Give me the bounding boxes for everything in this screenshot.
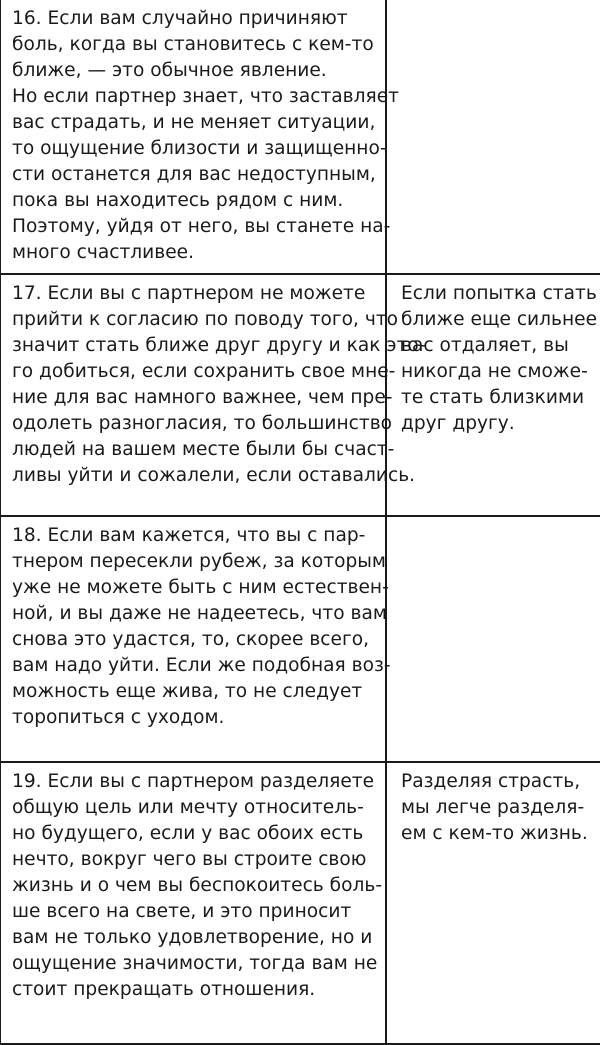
side-note-empty — [387, 517, 600, 523]
side-note-line: вас отдаляет, вы — [401, 335, 569, 356]
paragraph-16 — [1, 0, 399, 266]
text-line: то ощущение близости и защищенно- — [12, 138, 387, 159]
table-row — [0, 762, 600, 1044]
table-row — [0, 274, 600, 516]
side-note-line: Если попытка стать — [401, 283, 597, 304]
text-line: тнером пересекли рубеж, за которым — [12, 551, 386, 572]
text-line: 16. Если вам случайно причиняют — [12, 8, 348, 29]
text-line: вас страдать, и не меняет ситуации, — [12, 112, 376, 133]
main-text-cell — [0, 516, 391, 762]
side-note-cell — [386, 516, 600, 762]
side-note-cell — [386, 0, 600, 274]
side-note-line: те стать близкими — [401, 387, 585, 408]
side-note-empty — [387, 0, 600, 6]
main-text-cell — [0, 274, 426, 516]
text-line: Поэтому, уйдя от него, вы станете на- — [12, 216, 391, 237]
text-line: общую цель или мечту относитель- — [12, 797, 364, 818]
table-row — [0, 516, 600, 762]
side-note-line: ближе еще сильнее — [401, 309, 598, 330]
text-line: стоит прекращать отношения. — [12, 979, 316, 1000]
text-line: го добиться, если сохранить свое мне- — [12, 361, 396, 382]
table-row — [0, 0, 600, 274]
side-note-17 — [387, 275, 600, 437]
text-line: 18. Если вам кажется, что вы с пар- — [12, 525, 366, 546]
text-line: уже не можете быть с ним естествен- — [12, 577, 389, 598]
text-line: ближе, — это обычное явление. — [12, 60, 327, 81]
text-line: можность еще жива, то не следует — [12, 681, 363, 702]
text-line: ние для вас намного важнее, чем пре- — [12, 387, 393, 408]
side-note-line: Разделяя страсть, — [401, 771, 581, 792]
text-line: 19. Если вы с партнером разделяете — [12, 771, 375, 792]
main-text-cell — [0, 0, 399, 274]
text-line: торопиться с уходом. — [12, 707, 225, 728]
main-text-cell — [0, 762, 386, 1044]
text-line: прийти к согласию по поводу того, что — [12, 309, 399, 330]
text-line: боль, когда вы становитесь с кем-то — [12, 34, 374, 55]
side-note-19 — [387, 763, 600, 847]
side-note-cell — [386, 274, 600, 516]
text-line: людей на вашем месте были бы счаст- — [12, 439, 395, 460]
paragraph-18 — [1, 517, 391, 731]
text-line: много счастливее. — [12, 242, 194, 263]
side-note-line: мы легче разделя- — [401, 797, 585, 818]
text-line: вам не только удовлетворение, но и — [12, 927, 373, 948]
side-note-line: ем с кем-то жизнь. — [401, 823, 588, 844]
text-line: одолеть разногласия, то большинство — [12, 413, 393, 434]
text-line: ше всего на свете, и это приносит — [12, 901, 352, 922]
text-line: но будущего, если у вас обоих есть — [12, 823, 364, 844]
text-line: пока вы находитесь рядом с ним. — [12, 190, 344, 211]
side-note-cell — [386, 762, 600, 1044]
text-line: сти останется для вас недоступным, — [12, 164, 376, 185]
text-line: ливы уйти и сожалели, если оставались. — [12, 465, 416, 486]
text-line: значит стать ближе друг другу и как это- — [12, 335, 426, 356]
text-line: Но если партнер знает, что заставляет — [12, 86, 399, 107]
side-note-line: друг другу. — [401, 413, 515, 434]
side-note-line: никогда не сможе- — [401, 361, 588, 382]
paragraph-19 — [1, 763, 385, 1003]
text-line: жизнь и о чем вы беспокоитесь боль- — [12, 875, 383, 896]
text-line: ощущение значимости, тогда вам не — [12, 953, 378, 974]
text-line: вам надо уйти. Если же подобная воз- — [12, 655, 391, 676]
text-line: снова это удастся, то, скорее всего, — [12, 629, 370, 650]
text-line: 17. Если вы с партнером не можете — [12, 283, 366, 304]
text-line: нечто, вокруг чего вы строите свою — [12, 849, 367, 870]
paragraph-17 — [1, 275, 426, 489]
text-line: ной, и вы даже не надеетесь, что вам — [12, 603, 387, 624]
